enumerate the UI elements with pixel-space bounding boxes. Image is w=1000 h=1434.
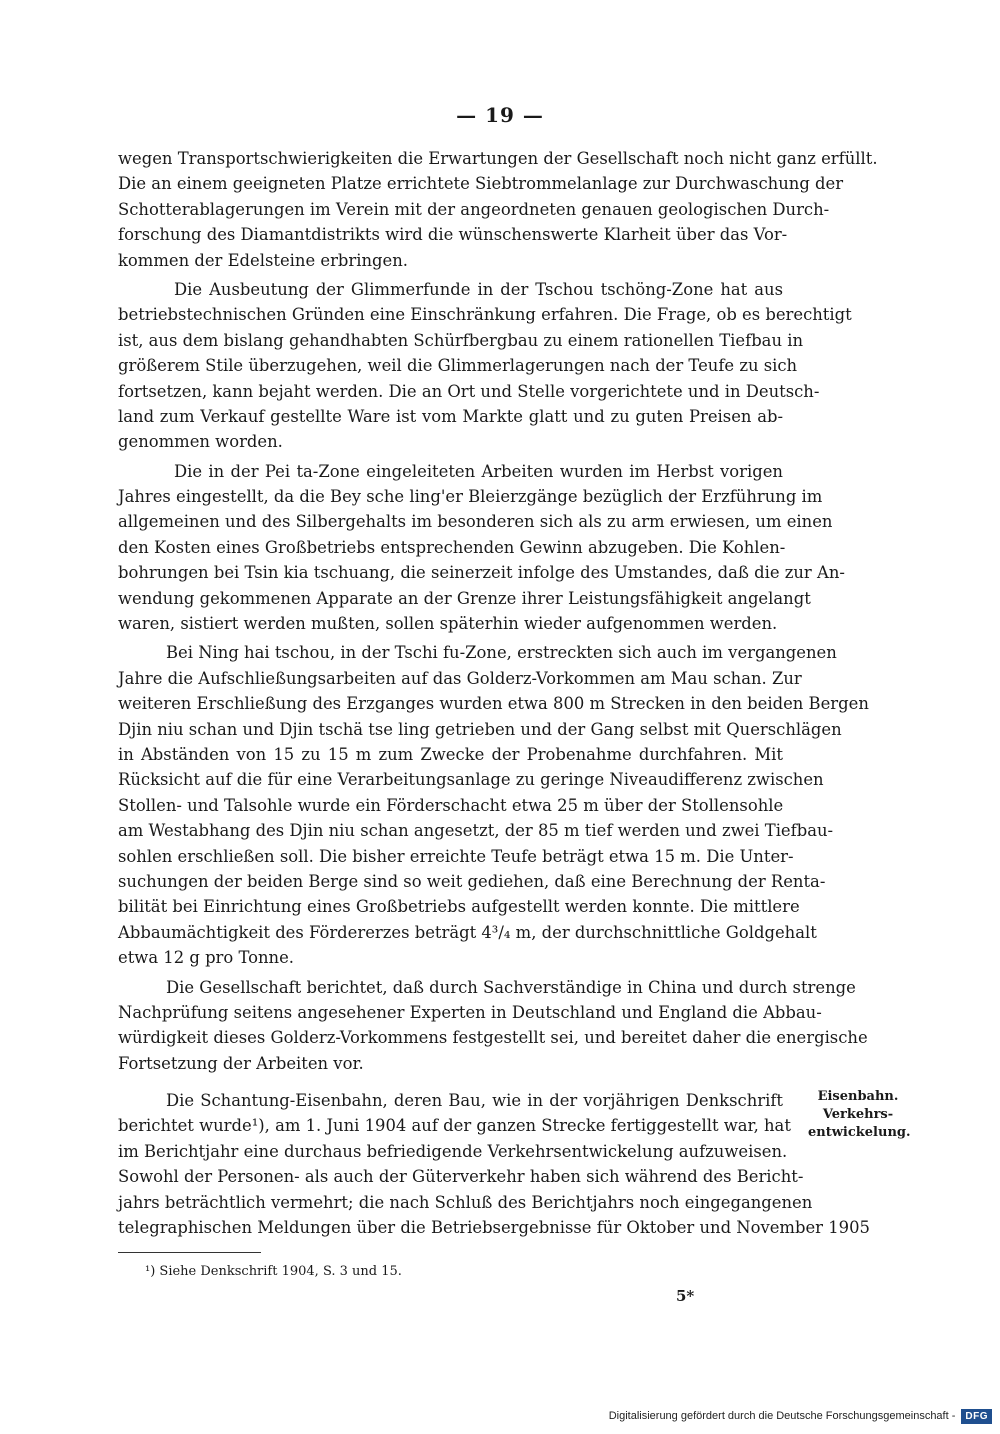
text-line: berichtet wurde¹), am 1. Juni 1904 auf der ganzen Strecke fertiggestellt war, hat [118, 1116, 791, 1136]
text-line: Jahres eingestellt, da die Bey sche ling'er Bleierzgänge bezüglich der Erzführung im [118, 487, 823, 507]
text-line: kommen der Edelsteine erbringen. [118, 250, 409, 270]
text-line: Abbaumächtigkeit des Fördererzes beträgt 4³/₄ m, der durchschnittliche Goldgehalt [118, 922, 817, 942]
dfg-logo: DFG [961, 1409, 992, 1424]
text-line: Djin niu schan und Djin tschä tse ling getrieben und der Gang selbst mit Querschlägen [118, 719, 842, 739]
text-line: fortsetzen, kann bejaht werden. Die an Ort und Stelle vorgerichtete und in Deutsch- [118, 381, 820, 401]
text-line: allgemeinen und des Silbergehalts im besonderen sich als zu arm erwiesen, um einen [118, 512, 833, 532]
signature-mark: 5* [676, 1287, 695, 1305]
text-line: ist, aus dem bislang gehandhabten Schürfbergbau zu einem rationellen Tiefbau in [118, 330, 804, 350]
body-text [118, 146, 878, 1240]
text-line: Fortsetzung der Arbeiten vor. [118, 1053, 364, 1073]
text-line: Stollen- und Talsohle wurde ein Förderschacht etwa 25 m über der Stollensohle [118, 795, 784, 815]
margin-note-line: Verkehrs- [822, 1107, 894, 1122]
text-line: genommen worden. [118, 432, 283, 452]
text-line: Nachprüfung seitens angesehener Experten in Deutschland und England die Abbau- [118, 1002, 822, 1022]
text-line: den Kosten eines Großbetriebs entsprechenden Gewinn abzugeben. Die Kohlen- [118, 537, 786, 557]
text-line: suchungen der beiden Berge sind so weit gediehen, daß eine Berechnung der Renta- [118, 871, 826, 891]
margin-note [808, 1088, 911, 1142]
text-line: sohlen erschließen soll. Die bisher erreichte Teufe beträgt etwa 15 m. Die Unter- [118, 846, 794, 866]
text-line: telegraphischen Meldungen über die Betriebsergebnisse für Oktober und November 1905 [118, 1218, 870, 1238]
dfg-credit [609, 1406, 992, 1426]
text-line: jahrs beträchtlich vermehrt; die nach Schluß des Berichtjahrs noch eingegangenen [118, 1192, 813, 1212]
text-line: Die in der Pei ta-Zone eingeleiteten Arbeiten wurden im Herbst vorigen [174, 461, 783, 481]
margin-note-line: entwickelung. [808, 1125, 911, 1140]
text-line: Die an einem geeigneten Platze errichtete Siebtrommelanlage zur Durchwaschung der [118, 174, 844, 194]
text-line: weiteren Erschließung des Erzganges wurden etwa 800 m Strecken in den beiden Bergen [118, 694, 869, 714]
text-line: würdigkeit dieses Golderz-Vorkommens festgestellt sei, und bereitet daher die energische [118, 1028, 868, 1048]
text-line: land zum Verkauf gestellte Ware ist vom Markte glatt und zu guten Preisen ab- [118, 406, 783, 426]
text-line: Jahre die Aufschließungsarbeiten auf das Golderz-Vorkommen am Mau schan. Zur [118, 668, 802, 688]
page-number: — 19 — [456, 103, 544, 127]
text-line: wendung gekommenen Apparate an der Grenze ihrer Leistungsfähigkeit angelangt [118, 588, 811, 608]
text-line: größerem Stile überzugehen, weil die Glimmerlagerungen nach der Teufe zu sich [118, 356, 798, 376]
text-line: Die Schantung-Eisenbahn, deren Bau, wie in der vorjährigen Denkschrift [166, 1091, 783, 1111]
text-line: bohrungen bei Tsin kia tschuang, die seinerzeit infolge des Umstandes, daß die zur An- [118, 563, 845, 583]
margin-note-line: Eisenbahn. [817, 1089, 899, 1104]
text-line: in Abständen von 15 zu 15 m zum Zwecke der Probenahme durchfahren. Mit [118, 744, 783, 764]
text-line: Rücksicht auf die für eine Verarbeitungsanlage zu geringe Niveaudifferenz zwischen [118, 770, 824, 790]
text-line: am Westabhang des Djin niu schan angesetzt, der 85 m tief werden und zwei Tiefbau- [118, 821, 834, 841]
text-line: bilität bei Einrichtung eines Großbetriebs aufgestellt werden konnte. Die mittlere [118, 897, 800, 917]
text-line: Die Gesellschaft berichtet, daß durch Sachverständige in China und durch strenge [166, 977, 856, 997]
dfg-credit-text: Digitalisierung gefördert durch die Deutsche Forschungsgemeinschaft - [608, 1410, 956, 1422]
text-line: forschung des Diamantdistrikts wird die wünschenswerte Klarheit über das Vor- [118, 225, 788, 245]
text-line: Bei Ning hai tschou, in der Tschi fu-Zone, erstreckten sich auch im vergangenen [166, 643, 837, 663]
footnote: ¹) Siehe Denkschrift 1904, S. 3 und 15. [145, 1264, 402, 1279]
footnote-divider [118, 1252, 261, 1253]
text-line: wegen Transportschwierigkeiten die Erwartungen der Gesellschaft noch nicht ganz erfüllt. [118, 149, 878, 168]
text-line: Schotterablagerungen im Verein mit der angeordneten genauen geologischen Durch- [118, 199, 830, 219]
text-line: betriebstechnischen Gründen eine Einschränkung erfahren. Die Frage, ob es berechtigt [118, 305, 852, 325]
text-line: etwa 12 g pro Tonne. [118, 948, 295, 968]
text-line: Sowohl der Personen- als auch der Güterverkehr haben sich während des Bericht- [118, 1167, 804, 1187]
text-line: im Berichtjahr eine durchaus befriedigende Verkehrsentwickelung aufzuweisen. [118, 1141, 788, 1161]
text-line: waren, sistiert werden mußten, sollen späterhin wieder aufgenommen werden. [118, 614, 778, 634]
text-line: Die Ausbeutung der Glimmerfunde in der Tschou tschöng-Zone hat aus [174, 279, 783, 299]
